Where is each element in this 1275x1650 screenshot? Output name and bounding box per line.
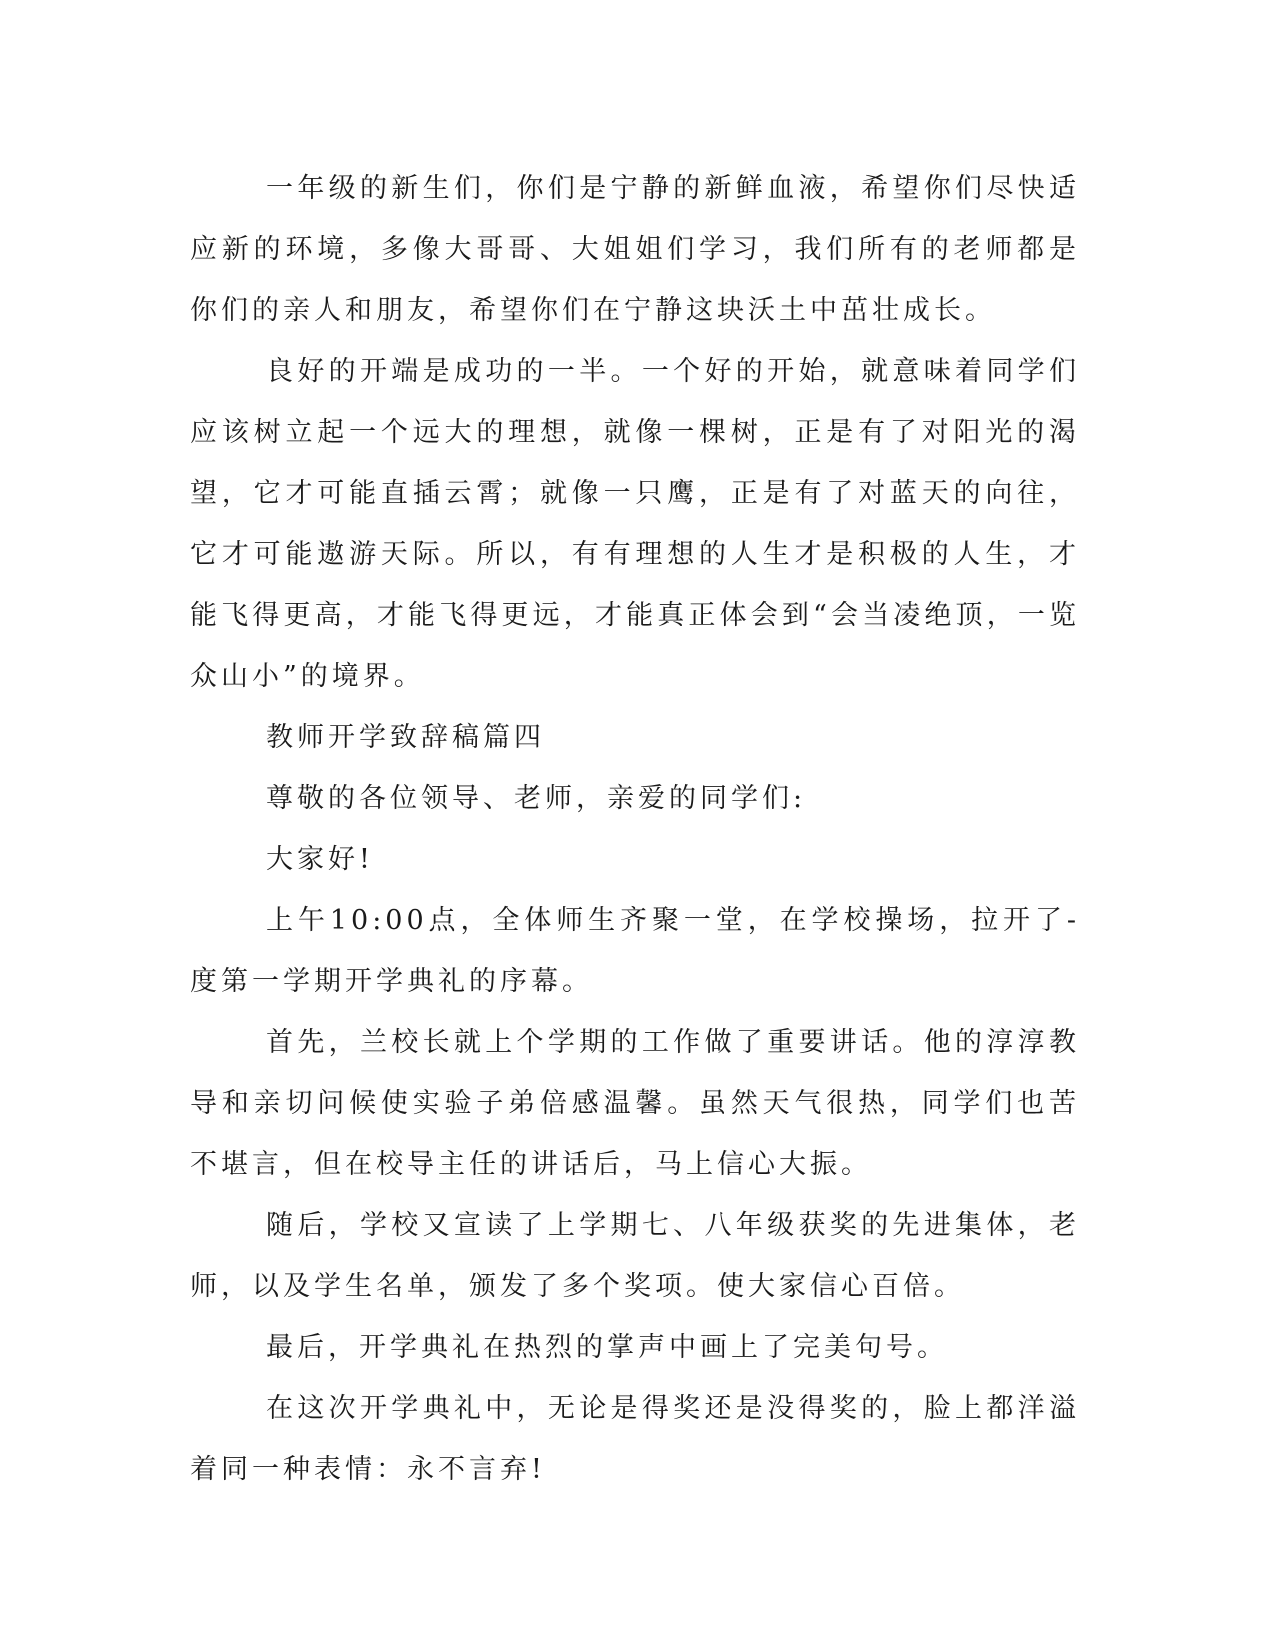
- paragraph-principal-speech: 首先，兰校长就上个学期的工作做了重要讲话。他的淳淳教导和亲切问候使实验子弟倍感温馨。虽然天气很热，同学们也苦不堪言，但在校导主任的讲话后，马上信心大振。: [190, 1027, 1080, 1180]
- paragraph-conclusion: 在这次开学典礼中，无论是得奖还是没得奖的，脸上都洋溢着同一种表情：永不言弃!: [190, 1393, 1080, 1485]
- paragraph-awards: 随后，学校又宣读了上学期七、八年级获奖的先进集体，老师，以及学生名单，颁发了多个奖项。使大家信心百倍。: [190, 1210, 1080, 1302]
- paragraph-good-start: 良好的开端是成功的一半。一个好的开始，就意味着同学们应该树立起一个远大的理想，就像一棵树，正是有了对阳光的渴望，它才可能直插云霄；就像一只鹰，正是有了对蓝天的向往，它才可能遨游天际。所以，有有理想的人生才是积极的人生，才能飞得更高，才能飞得更远，才能真正体会到“会当凌绝顶，一览众山小”的境界。: [190, 356, 1080, 692]
- paragraph-new-students: 一年级的新生们，你们是宁静的新鲜血液，希望你们尽快适应新的环境，多像大哥哥、大姐姐们学习，我们所有的老师都是你们的亲人和朋友，希望你们在宁静这块沃土中茁壮成长。: [190, 173, 1080, 326]
- paragraph-ceremony-start: 上午10:00点，全体师生齐聚一堂，在学校操场，拉开了-度第一学期开学典礼的序幕。: [190, 905, 1080, 997]
- section-title: 教师开学致辞稿篇四: [266, 722, 545, 753]
- salutation: 尊敬的各位领导、老师，亲爱的同学们:: [266, 783, 807, 814]
- document-body: [190, 158, 1080, 1500]
- paragraph-ending: 最后，开学典礼在热烈的掌声中画上了完美句号。: [266, 1332, 948, 1363]
- greeting: 大家好!: [266, 844, 374, 875]
